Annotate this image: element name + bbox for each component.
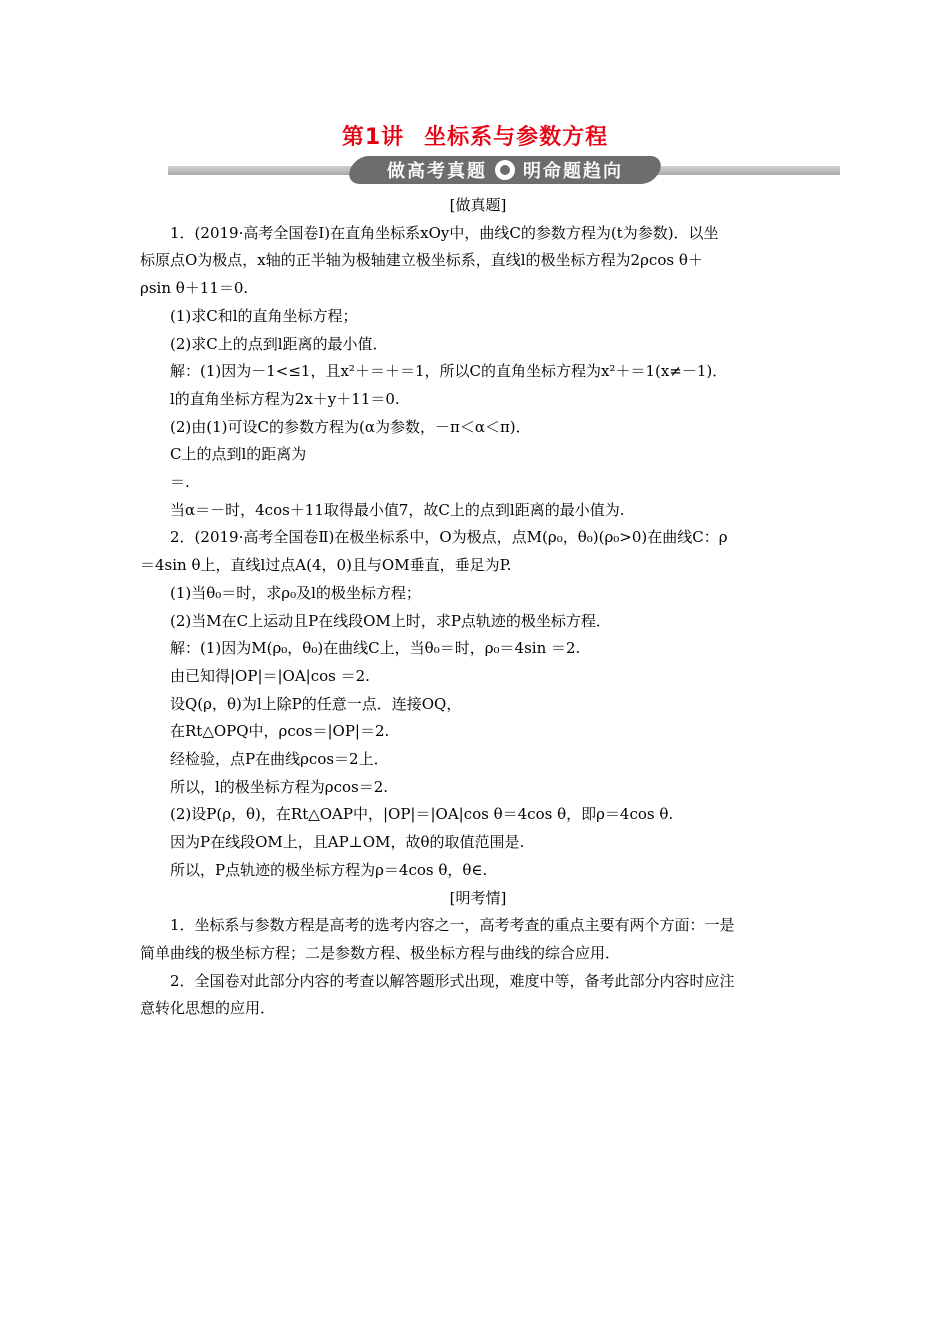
text-line: 经检验，点P在曲线ρcos＝2上． xyxy=(170,750,389,769)
text-line: ＝4sin θ上，直线l过点A(4，0)且与OM垂直，垂足为P. xyxy=(140,556,512,575)
section-banner xyxy=(168,156,840,186)
text-line: ＝. xyxy=(170,473,190,492)
text-line: 所以，P点轨迹的极坐标方程为ρ＝4cos θ，θ∈. xyxy=(170,860,488,879)
text-line: ρsin θ＋11＝0. xyxy=(140,279,249,298)
text-line: 因为P在线段OM上，且AP⊥OM，故θ的取值范围是. xyxy=(170,833,525,852)
text-line: (2)求C上的点到l距离的最小值． xyxy=(170,334,388,353)
text-line: (1)求C和l的直角坐标方程； xyxy=(170,306,358,325)
text-line: (1)当θ₀＝时，求ρ₀及l的极坐标方程； xyxy=(170,583,421,602)
banner-badge-icon xyxy=(495,160,515,180)
text-line: 1．(2019·高考全国卷Ⅰ)在直角坐标系xOy中，曲线C的参数方程为(t为参数)．以坐 xyxy=(170,223,719,242)
text-line: 1．坐标系与参数方程是高考的选考内容之一，高考考查的重点主要有两个方面：一是 xyxy=(170,916,735,935)
text-line: 简单曲线的极坐标方程；二是参数方程、极坐标方程与曲线的综合应用． xyxy=(140,943,621,962)
text-line: 标原点O为极点，x轴的正半轴为极轴建立极坐标系，直线l的极坐标方程为2ρcos θ＋ xyxy=(140,251,703,270)
text-line: 在Rt△OPQ中，ρcos＝|OP|＝2. xyxy=(170,722,390,741)
text-line: (2)由(1)可设C的参数方程为(α为参数，－π＜α＜π)． xyxy=(170,417,531,436)
text-line: 2．全国卷对此部分内容的考查以解答题形式出现，难度中等，备考此部分内容时应注 xyxy=(170,971,735,990)
text-line: 2．(2019·高考全国卷Ⅱ)在极坐标系中，O为极点，点M(ρ₀，θ₀)(ρ₀>0)在曲线C：ρ xyxy=(170,528,728,547)
text-line: 由已知得|OP|＝|OA|cos ＝2. xyxy=(170,666,370,685)
text-line: (2)当M在C上运动且P在线段OM上时，求P点轨迹的极坐标方程． xyxy=(170,611,611,630)
text-line: l的直角坐标方程为2x＋y＋11＝0. xyxy=(170,389,400,408)
section-heading-zuo: [做真题] xyxy=(449,196,507,214)
text-line: (2)设P(ρ，θ)，在Rt△OAP中，|OP|＝|OA|cos θ＝4cos θ，即ρ＝4cos θ. xyxy=(170,805,674,824)
banner-text xyxy=(350,156,660,184)
section-heading-ming: [明考情] xyxy=(449,888,507,907)
banner-right-text: 明命题趋向 xyxy=(523,161,623,182)
text-line: 意转化思想的应用． xyxy=(140,999,276,1018)
text-line: 当α＝－时，4cos＋11取得最小值7，故C上的点到l距离的最小值为. xyxy=(170,500,625,519)
banner-left-text: 做高考真题 xyxy=(387,161,487,182)
title-main: 坐标系与参数方程 xyxy=(424,125,609,150)
title-prefix: 第1讲 xyxy=(341,125,405,150)
text-line: 解：(1)因为M(ρ₀，θ₀)在曲线C上，当θ₀＝时，ρ₀＝4sin ＝2. xyxy=(170,639,581,658)
text-line: C上的点到l的距离为 xyxy=(170,445,307,464)
document-body xyxy=(140,192,816,1023)
page-title xyxy=(0,120,950,151)
text-line: 所以，l的极坐标方程为ρcos＝2. xyxy=(170,777,389,796)
text-line: 设Q(ρ，θ)为l上除P的任意一点．连接OQ， xyxy=(170,694,462,713)
text-line: 解：(1)因为－1<≤1，且x²＋＝＋＝1，所以C的直角坐标方程为x²＋＝1(x≠－1)． xyxy=(170,362,728,381)
